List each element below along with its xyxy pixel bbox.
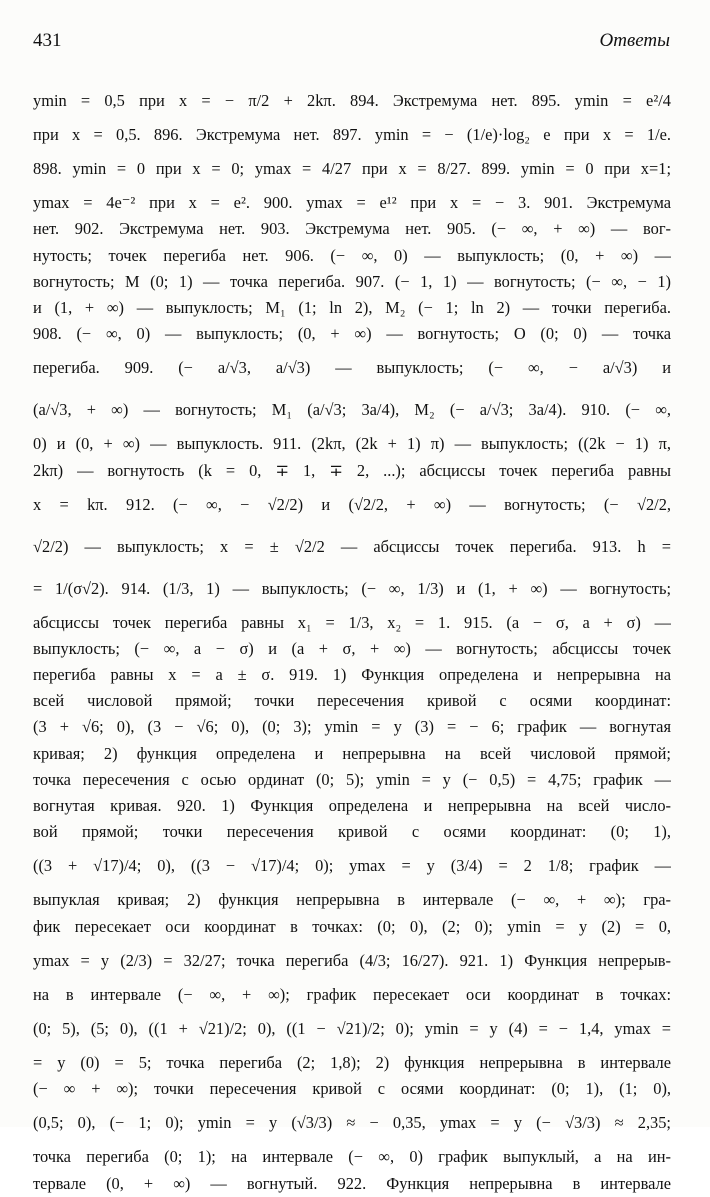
text-line: и (1, + ∞) — выпуклость; M₁ (1; ln 2), M₂ (− 1; ln 2) — точки перегиба. (33, 297, 671, 317)
text-line: 2kπ) — вогнутость (k = 0, ∓ 1, ∓ 2, ...); абсциссы точек перегиба равны (33, 460, 671, 480)
text-line: (− ∞ + ∞); точки пересечения кривой с осями координат: (0; 1), (1; 0), (33, 1079, 671, 1099)
text-line: ymin = 0,5 при x = − π/2 + 2kπ. 894. Экстремума нет. 895. ymin = e²/4 (33, 91, 671, 110)
running-title: Ответы (599, 30, 670, 51)
text-line: перегиба. 909. (− a/√3, a/√3) — выпуклость; (− ∞, − a/√3) и (33, 358, 671, 378)
text-line: (3 + √6; 0), (3 − √6; 0), (0; 3); ymin = y (3) = − 6; график — вогнутая (33, 717, 671, 737)
answers-text (33, 80, 671, 1197)
text-line: = 1/(σ√2). 914. (1/3, 1) — выпуклость; (− ∞, 1/3) и (1, + ∞) — вогнутость; (33, 578, 671, 598)
text-line: точка перегиба (0; 1); на интервале (− ∞, 0) график выпуклый, а на ин- (33, 1147, 671, 1167)
text-line: x = kπ. 912. (− ∞, − √2/2) и (√2/2, + ∞) — вогнутость; (− √2/2, (33, 494, 671, 514)
text-line: ymax = y (2/3) = 32/27; точка перегиба (4/3; 16/27). 921. 1) Функция непрерыв- (33, 950, 671, 970)
text-line: 0) и (0, + ∞) — выпуклость. 911. (2kπ, (2k + 1) π) — выпуклость; ((2k − 1) π, (33, 434, 671, 454)
text-line: нутость; точек перегиба нет. 906. (− ∞, 0) — выпуклость; (0, + ∞) — (33, 245, 671, 265)
text-line: (0; 5), (5; 0), ((1 + √21)/2; 0), ((1 − √21)/2; 0); ymin = y (4) = − 1,4, ymax = (33, 1018, 671, 1038)
text-line: 898. ymin = 0 при x = 0; ymax = 4/27 при x = 8/27. 899. ymin = 0 при x=1; (33, 159, 671, 179)
text-line: всей числовой прямой; точки пересечения кривой с осями координат: (33, 691, 671, 711)
text-line: кривая; 2) функция определена и непрерывна на всей числовой прямой; (33, 743, 671, 763)
text-line: √2/2) — выпуклость; x = ± √2/2 — абсциссы точек перегиба. 913. h = (33, 536, 671, 556)
text-line: 908. (− ∞, 0) — выпуклость; (0, + ∞) — вогнутость; O (0; 0) — точка (33, 324, 671, 344)
text-line: вогнутая кривая. 920. 1) Функция определена и непрерывна на всей число- (33, 796, 671, 815)
text-line: выпуклая кривая; 2) функция непрерывна в интервале (− ∞, + ∞); гра- (33, 890, 671, 910)
page-header (33, 30, 670, 54)
text-line: перегиба равны x = a ± σ. 919. 1) Функция определена и непрерывна на (33, 665, 671, 685)
text-line: (a/√3, + ∞) — вогнутость; M₁ (a/√3; 3a/4), M₂ (− a/√3; 3a/4). 910. (− ∞, (33, 400, 671, 420)
text-line: = y (0) = 5; точка перегиба (2; 1,8); 2) функция непрерывна в интервале (33, 1052, 671, 1072)
text-line: абсциссы точек перегиба равны x₁ = 1/3, x₂ = 1. 915. (a − σ, a + σ) — (33, 612, 671, 632)
text-line: на в интервале (− ∞, + ∞); график пересекает оси координат в точках: (33, 984, 671, 1004)
text-line: вогнутость; M (0; 1) — точка перегиба. 907. (− 1, 1) — вогнутость; (− ∞, − 1) (33, 271, 671, 291)
text-line: при x = 0,5. 896. Экстремума нет. 897. ymin = − (1/e)·log₂ e при x = 1/e. (33, 125, 671, 144)
text-line: нет. 902. Экстремума нет. 903. Экстремума нет. 905. (− ∞, + ∞) — вог- (33, 219, 671, 239)
text-line: точка пересечения с осью ординат (0; 5); ymin = y (− 0,5) = 4,75; график — (33, 769, 671, 789)
text-line: ymax = 4e⁻² при x = e². 900. ymax = e¹² при x = − 3. 901. Экстремума (33, 193, 671, 213)
text-line: вой прямой; точки пересечения кривой с осями координат: (0; 1), (33, 822, 671, 842)
text-line: (0,5; 0), (− 1; 0); ymin = y (√3/3) ≈ − 0,35, ymax = y (− √3/3) ≈ 2,35; (33, 1113, 671, 1133)
text-line: выпуклость; (− ∞, a − σ) и (a + σ, + ∞) — вогнутость; абсциссы точек (33, 638, 671, 658)
text-line: фик пересекает оси координат в точках: (0; 0), (2; 0); ymin = y (2) = 0, (33, 916, 671, 936)
text-line: тервале (0, + ∞) — вогнутый. 922. Функция непрерывна в интервале (33, 1173, 671, 1193)
text-line: ((3 + √17)/4; 0), ((3 − √17)/4; 0); ymax = y (3/4) = 2 1/8; график — (33, 856, 671, 876)
page-number: 431 (33, 30, 62, 51)
